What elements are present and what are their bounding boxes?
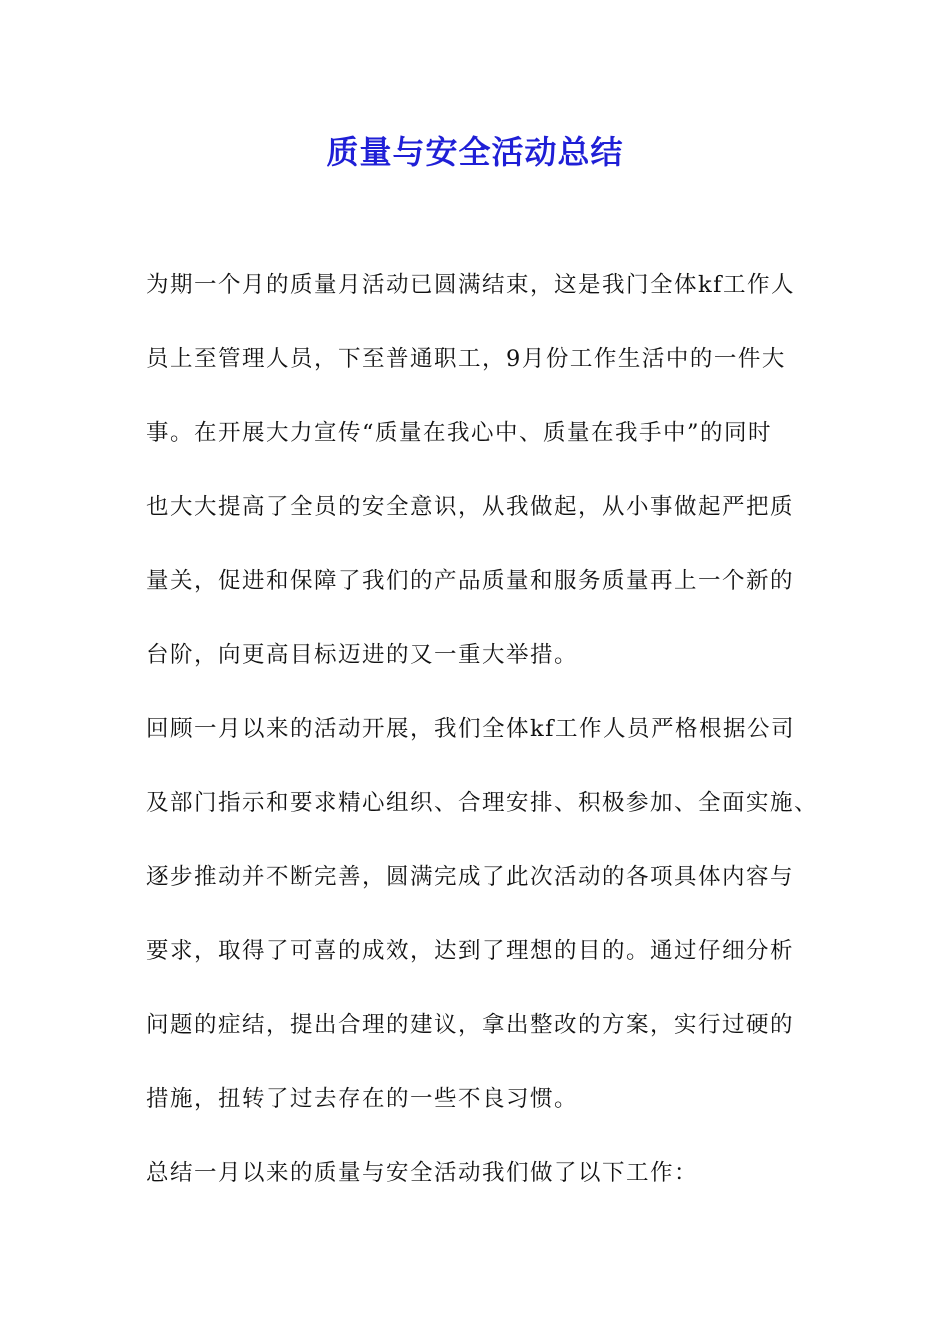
body-line: 逐步推动并不断完善，圆满完成了此次活动的各项具体内容与 <box>146 864 795 890</box>
body-line: 问题的症结，提出合理的建议，拿出整改的方案，实行过硬的 <box>146 1012 795 1038</box>
body-line: 台阶，向更高目标迈进的又一重大举措。 <box>146 642 579 668</box>
body-line: 也大大提高了全员的安全意识，从我做起，从小事做起严把质 <box>146 494 795 520</box>
body-line: 事。在开展大力宣传“质量在我心中、质量在我手中”的同时 <box>146 420 773 446</box>
body-line: 员上至管理人员，下至普通职工，9月份工作生活中的一件大 <box>146 346 786 372</box>
body-line: 措施，扭转了过去存在的一些不良习惯。 <box>146 1086 579 1112</box>
body-line: 总结一月以来的质量与安全活动我们做了以下工作： <box>146 1160 699 1186</box>
document-title: 质量与安全活动总结 <box>326 133 624 171</box>
body-line: 为期一个月的质量月活动已圆满结束，这是我门全体kf工作人 <box>146 272 795 298</box>
body-line: 及部门指示和要求精心组织、合理安排、积极参加、全面实施、 <box>146 790 819 816</box>
document-body <box>146 262 819 1196</box>
body-line: 回顾一月以来的活动开展，我们全体kf工作人员严格根据公司 <box>146 716 795 742</box>
body-line: 要求，取得了可喜的成效，达到了理想的目的。通过仔细分析 <box>146 938 795 964</box>
body-line: 量关，促进和保障了我们的产品质量和服务质量再上一个新的 <box>146 568 795 594</box>
